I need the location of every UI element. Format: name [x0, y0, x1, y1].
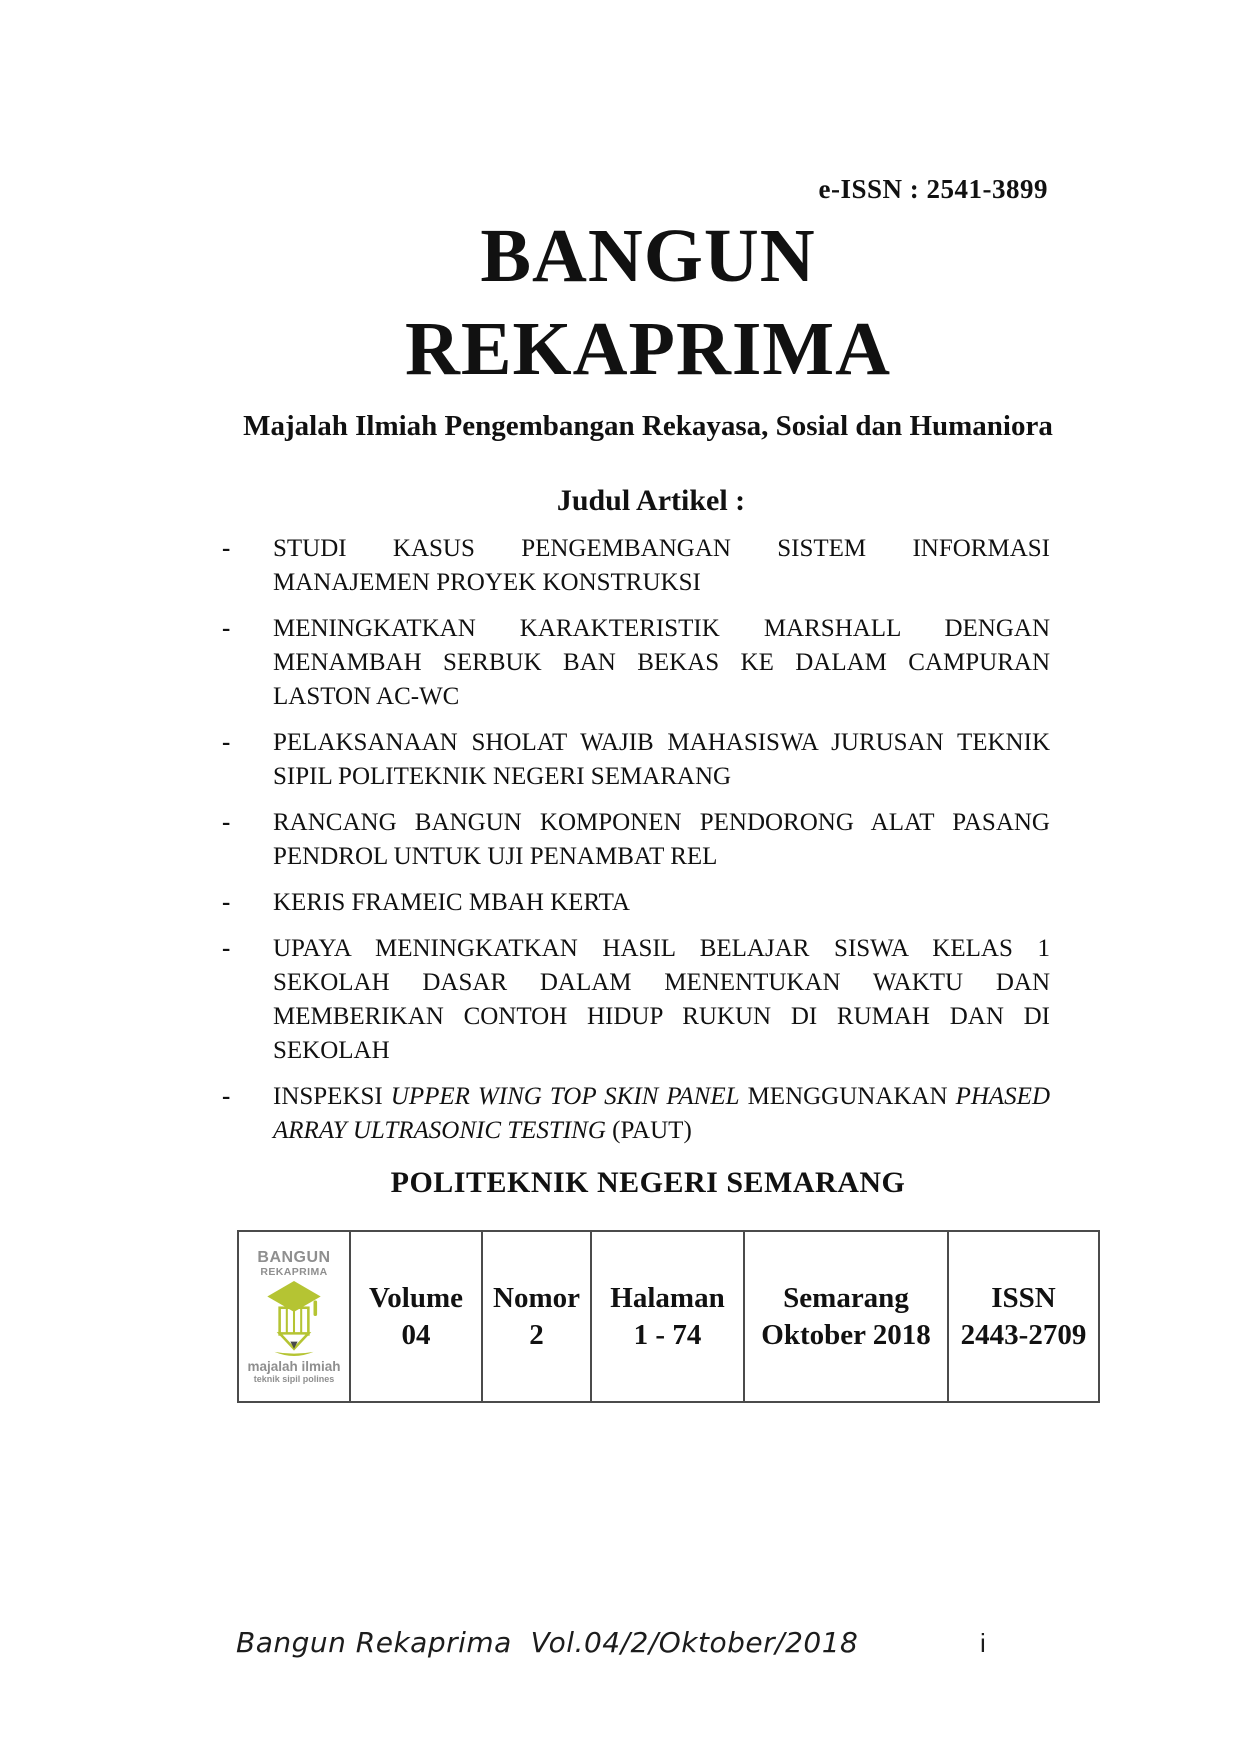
issue-info-table — [237, 1230, 1100, 1403]
institution-name: POLITEKNIK NEGERI SEMARANG — [390, 1166, 906, 1199]
list-item-dash: - — [222, 535, 231, 562]
nomor-cell — [482, 1231, 591, 1402]
list-item-dash: - — [222, 729, 231, 756]
nomor-value: 2 — [529, 1318, 544, 1351]
list-item-dash: - — [222, 935, 231, 962]
list-item-dash: - — [222, 889, 231, 916]
halaman-label: Halaman — [610, 1281, 725, 1314]
volume-label: Volume — [369, 1281, 463, 1314]
volume-value: 04 — [401, 1318, 431, 1351]
list-item-text: KERIS FRAMEIC MBAH KERTA — [273, 889, 630, 916]
footer-text: Bangun Rekaprima Vol.04/2/Oktober/2018 — [236, 1626, 859, 1659]
journal-subtitle: Majalah Ilmiah Pengembangan Rekayasa, Sosial dan Humaniora — [243, 410, 1053, 442]
logo-title: BANGUN — [257, 1248, 331, 1266]
logo-caption-line2: teknik sipil polines — [253, 1373, 335, 1384]
list-item-dash: - — [222, 1083, 231, 1110]
volume-cell — [350, 1231, 482, 1402]
journal-logo-cell — [238, 1231, 350, 1402]
logo-subtitle: REKAPRIMA — [260, 1265, 328, 1278]
list-item-text: INSPEKSI UPPER WING TOP SKIN PANEL MENGGUNAKAN PHASED ARRAY ULTRASONIC TESTING (PAUT) — [273, 1083, 1050, 1144]
list-item — [220, 806, 1050, 874]
issn-value: 2443-2709 — [960, 1318, 1087, 1351]
page-number: i — [980, 1628, 986, 1658]
city-label: Semarang — [783, 1281, 909, 1314]
city-date-cell — [744, 1231, 948, 1402]
journal-logo — [239, 1250, 349, 1384]
issn-cell — [948, 1231, 1099, 1402]
journal-title-line2: REKAPRIMA — [404, 307, 892, 391]
list-item-text: UPAYA MENINGKATKAN HASIL BELAJAR SISWA KELAS 1 SEKOLAH DASAR DALAM MENENTUKAN WAKTU DAN MEMBERIKAN CONTOH HIDUP RUKUN DI RUMAH DAN DI SEKOLAH — [273, 935, 1050, 1064]
list-item — [220, 932, 1050, 1068]
list-item-dash: - — [222, 615, 231, 642]
list-item-dash: - — [222, 809, 231, 836]
list-item-text: MENINGKATKAN KARAKTERISTIK MARSHALL DENGAN MENAMBAH SERBUK BAN BEKAS KE DALAM CAMPURAN LASTON AC-WC — [273, 615, 1050, 710]
list-item-text: RANCANG BANGUN KOMPONEN PENDORONG ALAT PASANG PENDROL UNTUK UJI PENAMBAT REL — [273, 809, 1050, 870]
list-item — [220, 726, 1050, 794]
halaman-cell — [591, 1231, 744, 1402]
articles-heading: Judul Artikel : — [556, 484, 746, 517]
article-list — [220, 532, 1050, 1160]
date-value: Oktober 2018 — [761, 1318, 931, 1351]
graduation-pencil-icon — [261, 1279, 327, 1357]
eissn-label: e-ISSN : 2541-3899 — [818, 174, 1048, 204]
issn-label: ISSN — [991, 1281, 1056, 1314]
list-item-text: PELAKSANAAN SHOLAT WAJIB MAHASISWA JURUSAN TEKNIK SIPIL POLITEKNIK NEGERI SEMARANG — [273, 729, 1050, 790]
list-item — [220, 1080, 1050, 1148]
list-item — [220, 532, 1050, 600]
logo-caption-line1: majalah ilmiah — [247, 1359, 341, 1374]
list-item — [220, 612, 1050, 714]
list-item — [220, 886, 1050, 920]
nomor-label: Nomor — [493, 1281, 580, 1314]
journal-title-line1: BANGUN — [480, 214, 816, 298]
list-item-text: STUDI KASUS PENGEMBANGAN SISTEM INFORMASI MANAJEMEN PROYEK KONSTRUKSI — [273, 535, 1050, 596]
halaman-value: 1 - 74 — [633, 1318, 702, 1351]
